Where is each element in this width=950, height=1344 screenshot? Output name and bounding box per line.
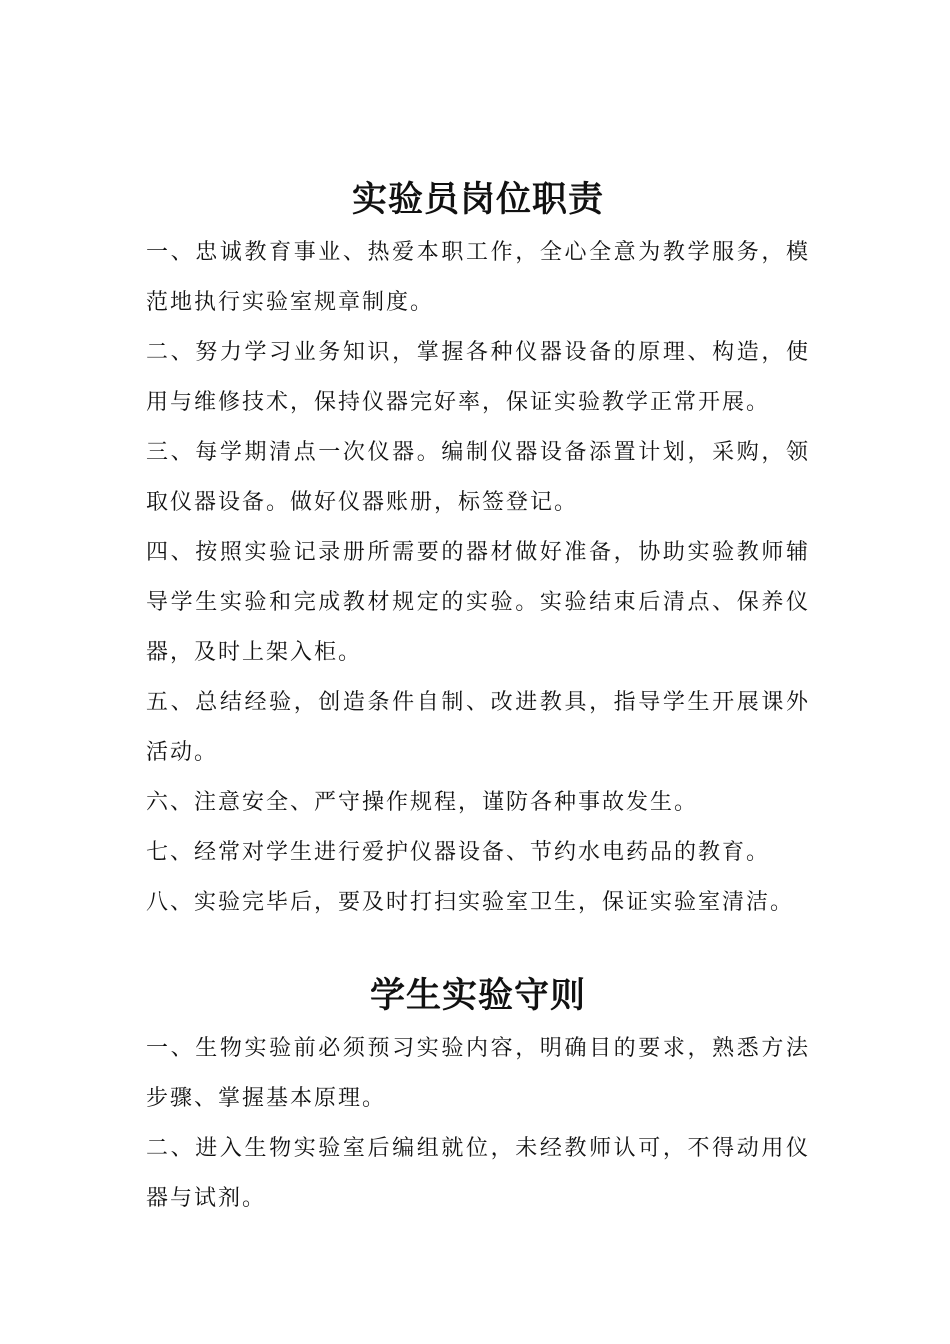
- rule-list: [146, 1024, 810, 1224]
- duty-item: 二、努力学习业务知识，掌握各种仪器设备的原理、构造，使用与维修技术，保持仪器完好率，保证实验教学正常开展。: [146, 340, 810, 415]
- duty-item: 四、按照实验记录册所需要的器材做好准备，协助实验教师辅导学生实验和完成教材规定的实验。实验结束后清点、保养仪器，及时上架入柜。: [146, 540, 810, 665]
- duty-item: 八、实验完毕后，要及时打扫实验室卫生，保证实验室清洁。: [146, 890, 795, 915]
- section-title: 学生实验守则: [369, 975, 586, 1016]
- duty-item: 一、忠诚教育事业、热爱本职工作，全心全意为教学服务，模范地执行实验室规章制度。: [146, 240, 810, 315]
- duty-item: 三、每学期清点一次仪器。编制仪器设备添置计划，采购，领取仪器设备。做好仪器账册，标签登记。: [146, 440, 810, 515]
- section-title: 实验员岗位职责: [351, 179, 604, 220]
- duty-list: [146, 228, 810, 928]
- section-lab-staff-duties: [146, 172, 810, 928]
- rule-item: 一、生物实验前必须预习实验内容，明确目的要求，熟悉方法步骤、掌握基本原理。: [146, 1036, 810, 1111]
- duty-item: 七、经常对学生进行爱护仪器设备、节约水电药品的教育。: [146, 840, 771, 865]
- rule-item: 二、进入生物实验室后编组就位，未经教师认可，不得动用仪器与试剂。: [146, 1136, 810, 1211]
- duty-item: 六、注意安全、严守操作规程，谨防各种事故发生。: [146, 790, 699, 815]
- section-student-lab-rules: [146, 968, 810, 1224]
- duty-item: 五、总结经验，创造条件自制、改进教具，指导学生开展课外活动。: [146, 690, 810, 765]
